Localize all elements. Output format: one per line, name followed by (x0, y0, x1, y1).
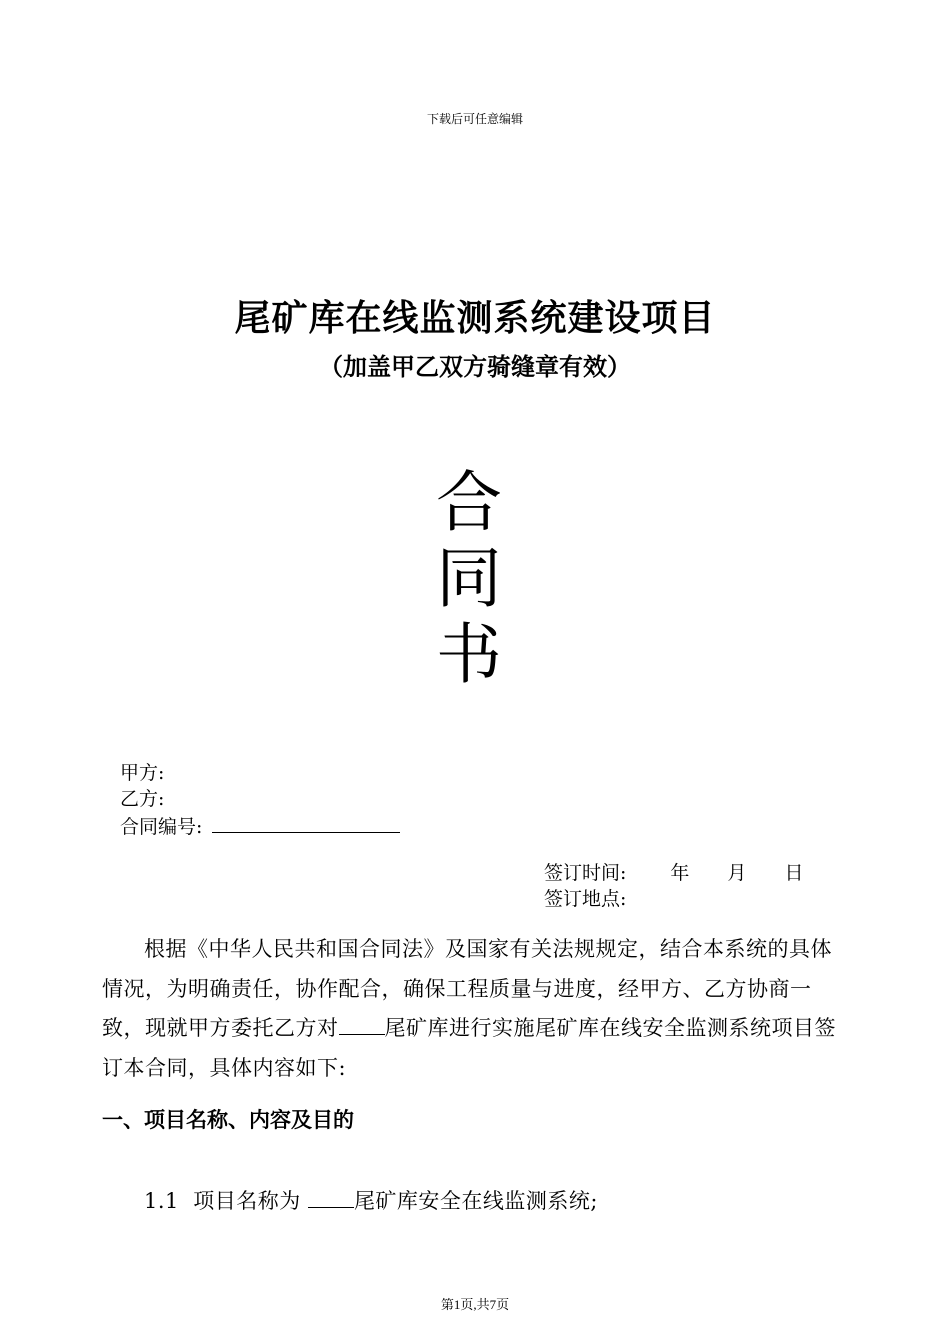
item-1-1 (144, 1185, 598, 1215)
party-b-label: 乙方: (120, 788, 165, 810)
page-footer: 第1页,共7页 (440, 1297, 510, 1312)
big-title-char-1: 合 (436, 464, 502, 541)
item-1-1-suffix: 尾矿库安全在线监测系统; (353, 1189, 599, 1213)
section-1-heading: 一、项目名称、内容及目的 (102, 1108, 354, 1132)
signing-time-line (544, 860, 803, 886)
intro-paragraph-part1: 根据《中华人民共和国合同法》及国家有关法规规定，结合本系统的具体情况，为明确责任，协作配合，确保工程质量与进度，经甲方、乙方协商一致，现就甲方委托乙方对 (102, 937, 832, 1040)
contract-number-line (120, 812, 400, 840)
document-title: 尾矿库在线监测系统建设项目 (234, 298, 716, 339)
signing-month: 月 (727, 862, 747, 884)
project-name-blank (308, 1185, 354, 1208)
signing-day: 日 (784, 862, 804, 884)
signing-time-label: 签订时间: (544, 862, 627, 884)
header-note: 下载后可任意编辑 (426, 112, 523, 126)
signing-year: 年 (670, 862, 690, 884)
party-a-label: 甲方: (120, 762, 165, 784)
item-1-1-prefix: 1.1 项目名称为 (144, 1189, 308, 1213)
document-subtitle: （加盖甲乙双方骑缝章有效） (319, 353, 631, 381)
intro-paragraph (102, 930, 842, 1088)
big-title-char-3: 书 (436, 616, 502, 693)
signing-place-label: 签订地点: (544, 888, 627, 910)
contract-number-label: 合同编号: (120, 816, 203, 838)
intro-paragraph-part2: 尾矿库进行实施尾矿库在线安全监测系统项目签订本合同，具体内容如下: (102, 1016, 836, 1080)
mine-name-blank (339, 1012, 385, 1035)
contract-number-blank (212, 812, 400, 833)
big-title-char-2: 同 (436, 540, 502, 617)
